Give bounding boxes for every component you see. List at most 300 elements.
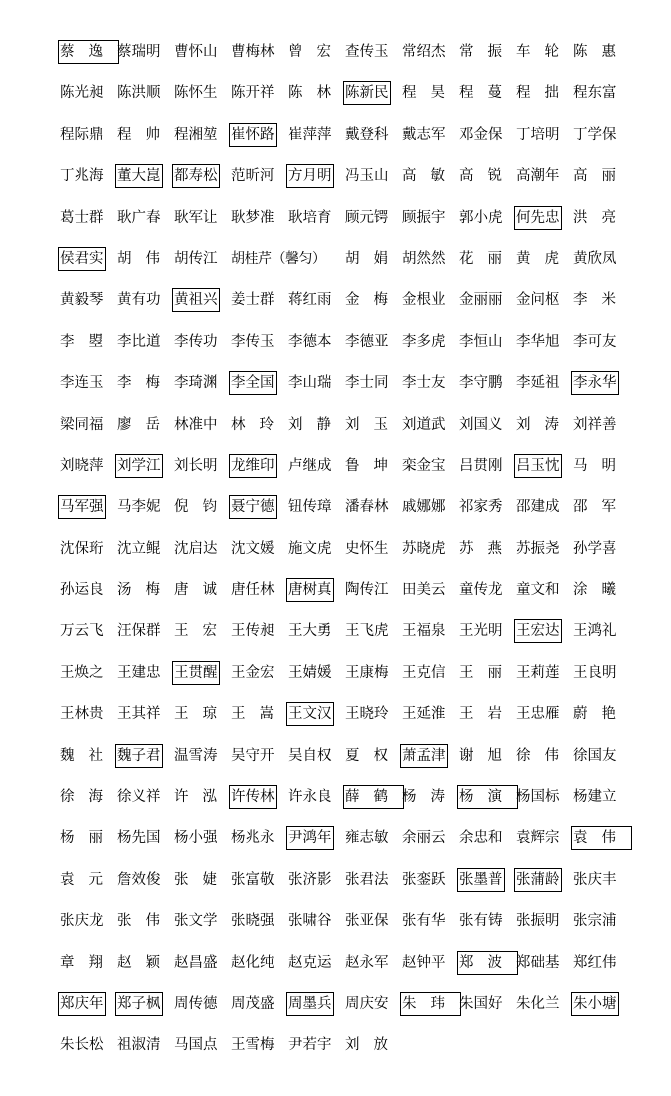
name-cell [116,496,173,537]
name: 许泓 [174,789,231,806]
name-cell [287,869,344,910]
name: 崔萍萍 [288,126,332,143]
name: 余丽云 [402,830,446,847]
name-cell [401,662,458,703]
name: 蔡瑞明 [117,44,161,60]
name: 胡桂芹（馨匀） [231,250,326,267]
name-cell [116,455,173,496]
name-cell [230,372,287,413]
name: 倪钧 [174,499,231,516]
name-cell [173,827,230,868]
name: 尹若宇 [288,1037,332,1054]
name-cell [515,124,572,165]
name: 高潮年 [516,168,560,185]
name-cell [458,579,515,620]
name-cell [287,414,344,455]
name-cell [230,82,287,123]
name: 唐任林 [231,582,275,599]
name-cell [173,165,230,206]
name-cell [287,662,344,703]
name-cell [116,952,173,993]
name-cell [515,538,572,579]
name: 陈林 [288,85,345,102]
name-cell [515,952,572,993]
name-cell [515,745,572,786]
name-cell [116,579,173,620]
name-cell [173,207,230,248]
name-cell [344,207,401,248]
name-list [59,41,659,1076]
name: 徐国友 [573,747,617,764]
name: 苏燕 [459,540,516,557]
name-cell [59,703,116,744]
name: 杨涛 [402,789,459,806]
boxed-name: 刘学江 [115,454,163,478]
name: 杨先国 [117,830,161,847]
name: 祖淑清 [117,1037,161,1054]
name-cell [59,165,116,206]
name-cell [458,414,515,455]
name: 杨建立 [573,789,617,806]
name-cell [230,248,344,289]
name: 李士同 [345,375,389,392]
name: 周茂盛 [231,995,275,1012]
name-cell [230,827,287,868]
name-cell [458,827,515,868]
name: 梁同福 [60,416,104,433]
name: 赵颖 [117,954,174,971]
name-cell [572,745,629,786]
name: 李比道 [117,333,161,350]
name-cell [458,786,515,827]
name: 王传昶 [231,623,275,640]
name: 李守鹏 [459,375,503,392]
name: 丁学保 [573,126,617,143]
name: 范昕河 [231,168,275,185]
name-cell [59,372,116,413]
name-cell [116,993,173,1034]
name-cell [116,165,173,206]
name: 张振明 [516,913,560,930]
name: 李德本 [288,333,332,350]
name-cell [173,620,230,661]
name: 王宏 [174,623,231,640]
name: 余忠和 [459,830,503,847]
name: 鲁坤 [345,457,402,474]
name-cell [458,207,515,248]
name: 祁家秀 [459,499,503,516]
name: 李传功 [174,333,218,350]
name: 陈洪顺 [117,85,161,102]
name-cell [401,952,458,993]
name-cell [173,124,230,165]
name: 赵克运 [288,954,332,971]
name: 李多虎 [402,333,446,350]
name: 李梅 [117,375,174,392]
name: 张有华 [402,913,446,930]
name: 雍志敏 [345,830,389,847]
name-cell [173,331,230,372]
name: 王克信 [402,664,446,681]
name: 章翔 [60,954,117,971]
name: 金梅 [345,292,402,309]
boxed-name: 张蒲龄 [514,868,562,892]
name-cell [116,41,173,82]
name-cell [515,827,572,868]
name: 丁兆海 [60,168,104,185]
name: 张晓强 [231,913,275,930]
name-cell [401,827,458,868]
name: 杨国标 [516,789,560,806]
name: 曹梅林 [231,44,275,60]
name: 车轮 [516,44,573,60]
name: 徐伟 [516,747,573,764]
name-cell [230,41,287,82]
name: 杨丽 [60,830,117,847]
name: 王其祥 [117,706,161,723]
name-cell [230,414,287,455]
name-cell [287,165,344,206]
name-cell [230,289,287,330]
name: 朱化兰 [516,995,560,1012]
name: 陈怀生 [174,85,218,102]
name-cell [59,579,116,620]
name-cell [344,82,401,123]
name-cell [287,786,344,827]
name: 邓金保 [459,126,503,143]
name: 戚娜娜 [402,499,446,516]
name: 汪保群 [117,623,161,640]
name: 胡然然 [402,250,446,267]
name: 赵昌盛 [174,954,218,971]
name-cell [344,952,401,993]
name-cell [344,869,401,910]
name-cell [401,248,458,289]
name-cell [401,207,458,248]
name: 陈光昶 [60,85,104,102]
name: 李连玉 [60,375,104,392]
name-cell [572,331,629,372]
name: 林准中 [174,416,218,433]
name-cell [59,496,116,537]
name-cell [458,869,515,910]
name: 张伟 [117,913,174,930]
name-cell [572,82,629,123]
name: 李山瑞 [288,375,332,392]
name: 袁辉宗 [516,830,560,847]
boxed-name: 黄祖兴 [172,288,220,312]
name-cell [173,745,230,786]
name-cell [344,993,401,1034]
name-cell [458,165,515,206]
name-cell [458,952,515,993]
name-cell [458,496,515,537]
name-cell [230,124,287,165]
name-cell [572,703,629,744]
name-cell [59,620,116,661]
name-cell [401,910,458,951]
name: 王延淮 [402,706,446,723]
name: 李士友 [402,375,446,392]
name: 张亚保 [345,913,389,930]
name-cell [116,827,173,868]
name-cell [230,331,287,372]
name: 李米 [573,292,630,309]
name: 王康梅 [345,664,389,681]
name: 刘晓萍 [60,457,104,474]
name-cell [401,289,458,330]
name-cell [572,827,629,868]
name-cell [173,496,230,537]
name-cell [572,248,629,289]
name-cell [458,289,515,330]
name-cell [401,455,458,496]
name-cell [173,538,230,579]
name-cell [515,579,572,620]
name-cell [401,993,458,1034]
boxed-name: 都寿松 [172,164,220,188]
name: 沈启达 [174,540,218,557]
name: 程际鼎 [60,126,104,143]
name: 耿广春 [117,209,161,226]
name: 陈惠 [573,44,630,60]
name-cell [515,869,572,910]
name: 郑红伟 [573,954,617,971]
name: 沈文媛 [231,540,275,557]
name: 刘涛 [516,416,573,433]
name-cell [401,41,458,82]
name-cell [59,331,116,372]
name: 陈开祥 [231,85,275,102]
name: 詹效俊 [117,871,161,888]
name-cell [515,41,572,82]
name: 田美云 [402,582,446,599]
name-cell [287,952,344,993]
name: 刘祥善 [573,416,617,433]
name-cell [230,662,287,703]
name: 王飞虎 [345,623,389,640]
name: 卢继成 [288,457,332,474]
name-cell [116,703,173,744]
boxed-name: 萧孟津 [400,744,448,768]
name: 张文学 [174,913,218,930]
name: 李曌 [60,333,117,350]
name-cell [230,620,287,661]
name: 查传玉 [345,44,389,60]
name: 潘春林 [345,499,389,516]
name: 金根业 [402,292,446,309]
name-cell [458,910,515,951]
name: 丁培明 [516,126,560,143]
name: 郭小虎 [459,209,503,226]
name-cell [230,745,287,786]
name: 金问枢 [516,292,560,309]
name-cell [458,331,515,372]
name: 沈立鲲 [117,540,161,557]
name-cell [287,910,344,951]
name: 顾振宇 [402,209,446,226]
boxed-name: 蔡逸 [58,40,119,64]
boxed-name: 聂宁德 [229,495,277,519]
name: 温雪涛 [174,747,218,764]
name: 唐诚 [174,582,231,599]
name: 胡娟 [345,250,402,267]
name: 袁元 [60,871,117,888]
name: 常振 [459,44,516,60]
name: 赵钟平 [402,954,446,971]
name-cell [287,124,344,165]
name: 陶传江 [345,582,389,599]
name: 张庆丰 [573,871,617,888]
name-cell [116,662,173,703]
name-cell [173,414,230,455]
name: 赵永军 [345,954,389,971]
name: 邵建成 [516,499,560,516]
name-cell [287,827,344,868]
name-cell [458,703,515,744]
name-cell [287,41,344,82]
name-cell [572,207,629,248]
name: 李延祖 [516,375,560,392]
name-cell [458,41,515,82]
name: 王莉莲 [516,664,560,681]
name-cell [572,414,629,455]
name: 施文虎 [288,540,332,557]
name-cell [287,82,344,123]
name-cell [59,538,116,579]
name-cell [401,538,458,579]
name-cell [116,372,173,413]
name-cell [59,82,116,123]
name: 金丽丽 [459,292,503,309]
name: 童传龙 [459,582,503,599]
name-cell [230,496,287,537]
name: 童文和 [516,582,560,599]
name-cell [344,124,401,165]
boxed-name: 张墨普 [457,868,505,892]
name-cell [230,455,287,496]
boxed-name: 尹鸿年 [286,826,334,850]
name-cell [515,165,572,206]
name: 涂曦 [573,582,630,599]
boxed-name: 方月明 [286,164,334,188]
boxed-name: 郑子枫 [115,992,163,1016]
name-cell [230,786,287,827]
name-cell [173,289,230,330]
name-cell [344,331,401,372]
boxed-name: 王文汉 [286,702,334,726]
name-cell [287,745,344,786]
name: 万云飞 [60,623,104,640]
name-cell [515,910,572,951]
name-cell [59,1034,116,1075]
name: 李德亚 [345,333,389,350]
name-cell [59,662,116,703]
name-cell [116,538,173,579]
name: 苏振尧 [516,540,560,557]
name: 孙学喜 [573,540,617,557]
name: 王金宏 [231,664,275,681]
name-cell [401,869,458,910]
name-cell [173,579,230,620]
boxed-name: 龙维印 [229,454,277,478]
name-cell [230,207,287,248]
name: 张富敬 [231,871,275,888]
name: 邵军 [573,499,630,516]
name: 姜士群 [231,292,275,309]
boxed-name: 陈新民 [343,81,391,105]
name-cell [173,372,230,413]
name-cell [572,165,629,206]
name-cell [515,207,572,248]
name: 苏晓虎 [402,540,446,557]
name-cell [572,41,629,82]
name: 葛士群 [60,209,104,226]
name-cell [572,869,629,910]
name-cell [59,455,116,496]
name: 王光明 [459,623,503,640]
name: 黄毅琴 [60,292,104,309]
name-cell [458,662,515,703]
name-cell [344,1034,401,1075]
name-cell [230,952,287,993]
boxed-name: 朱玮 [400,992,461,1016]
name: 李恒山 [459,333,503,350]
name-cell [173,703,230,744]
name-cell [344,496,401,537]
name: 冯玉山 [345,168,389,185]
name-cell [116,124,173,165]
name-cell [344,372,401,413]
name: 栾金宝 [402,457,446,474]
name: 汤梅 [117,582,174,599]
name-cell [572,786,629,827]
name-cell [287,579,344,620]
name-cell [515,703,572,744]
name: 程帅 [117,126,174,143]
name-cell [344,455,401,496]
name: 蒋红雨 [288,292,332,309]
name-cell [572,579,629,620]
name: 张有铸 [459,913,503,930]
name: 张庆龙 [60,913,104,930]
name-cell [401,703,458,744]
name-cell [515,248,572,289]
boxed-name: 杨演 [457,785,518,809]
name-cell [287,703,344,744]
name-cell [458,745,515,786]
name-cell [116,289,173,330]
name-cell [59,993,116,1034]
name-cell [401,786,458,827]
name: 魏社 [60,747,117,764]
name: 程蔓 [459,85,516,102]
name: 高锐 [459,168,516,185]
name-cell [287,1034,344,1075]
name-cell [116,620,173,661]
name-cell [230,869,287,910]
name-cell [173,248,230,289]
name: 王岩 [459,706,516,723]
name: 王丽 [459,664,516,681]
name: 朱长松 [60,1037,104,1054]
name-cell [515,289,572,330]
name: 孙运良 [60,582,104,599]
name-cell [458,82,515,123]
name-cell [230,910,287,951]
name: 张宗浦 [573,913,617,930]
name-cell [116,1034,173,1075]
